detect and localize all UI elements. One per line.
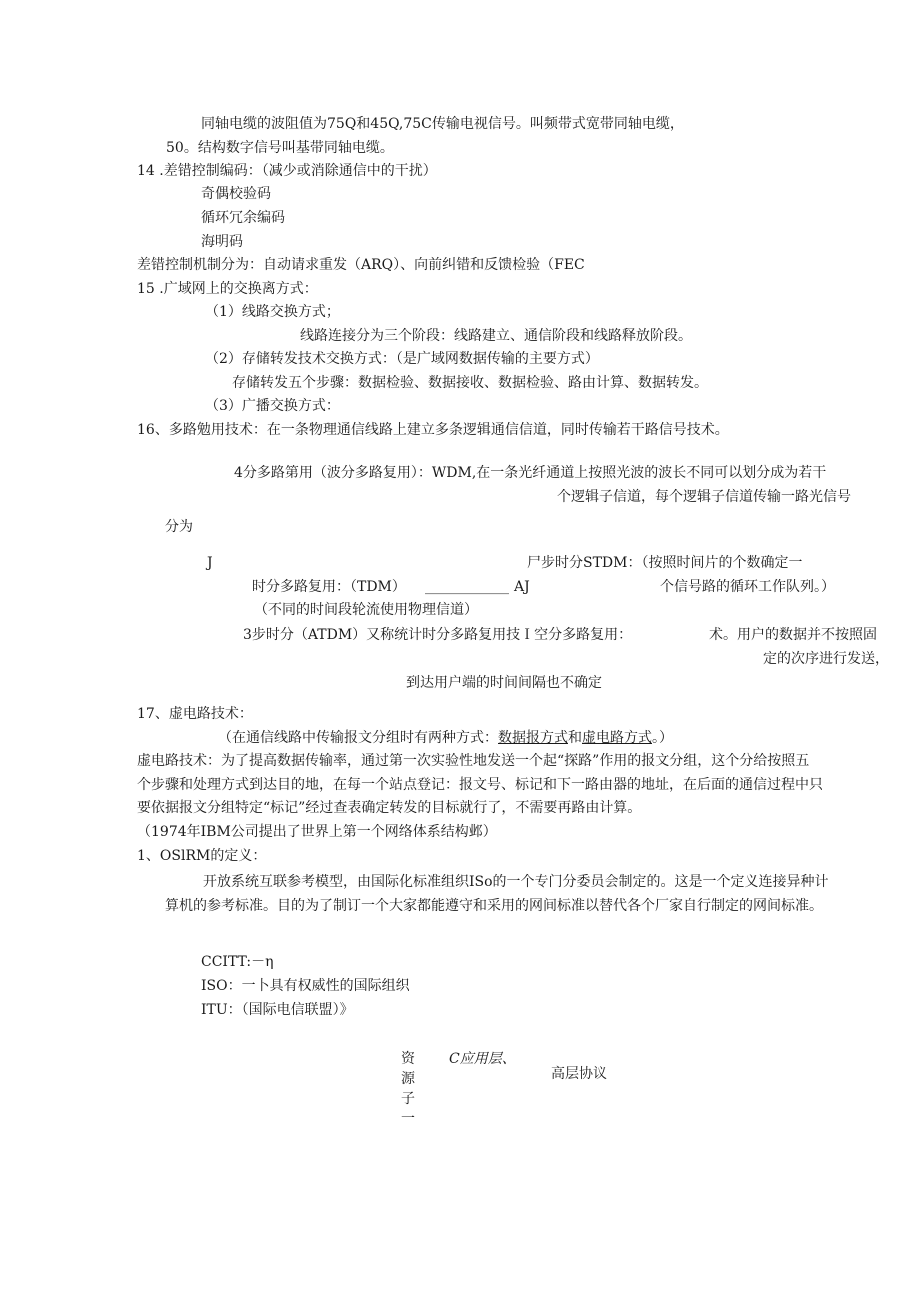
conjunction: 和: [568, 730, 582, 746]
store-forward-switching: （2）存储转发技术交换方式：（是广域网数据传输的主要方式）: [205, 351, 599, 367]
virtual-circuit-para-3: 要依据报文分组特定“标记”经过查表确定转发的目标就行了，不需要再路由计算。: [137, 800, 642, 816]
virtual-circuit-para-1: 虚电路技术：为了提高数据传输率，通过第一次实验性地发送一个起“探路”作用的报文分组，这个分给按照五: [137, 753, 810, 769]
circuit-switching: （1）线路交换方式；: [205, 304, 340, 320]
osi-definition-2: 算机的参考标准。目的为了制订一个大家都能遵守和采用的网间标准以替代各个厂家自行制定的网间标准。: [165, 898, 823, 914]
high-level-protocol: 高层协议: [551, 1066, 607, 1082]
section-14-heading: 14 .差错控制编码：（减少或消除通信中的干扰）: [137, 163, 437, 179]
stdm-line-1: 尸步时分STDM：（按照时间片的个数确定一: [527, 555, 803, 571]
resource-char: 资: [401, 1051, 415, 1067]
datagram-term: 数据报方式: [498, 730, 568, 746]
virtual-circuit-para-2: 个步骤和处理方式到达目的地，在每一个站点登记：报文号、标记和下一路由器的地址，在后面的通信过程中只: [137, 777, 823, 793]
resource-char: 源: [401, 1071, 415, 1087]
coax-line-2: 50。结构数字信号叫基带同轴电缆。: [166, 140, 394, 156]
atdm-line-3: 到达用户端的时间间隔也不确定: [406, 675, 602, 691]
atdm-line-2: 定的次序进行发送，: [763, 651, 889, 667]
transmission-modes-suffix: 。）: [652, 730, 673, 746]
error-control-mechanism: 差错控制机制分为：自动请求重发（ARQ）、向前纠错和反馈检验（FEC: [137, 257, 585, 273]
resource-subnet-label: [398, 1049, 418, 1129]
list-item: 奇偶校验码: [201, 186, 271, 202]
osi-heading: 1、OSlRM的定义：: [137, 848, 267, 864]
tdm-aj: AJ: [514, 579, 530, 595]
coax-line-1: 同轴电缆的波阻值为75Q和45Q,75C传输电视信号。叫频带式宽带同轴电缆，: [201, 116, 684, 132]
tdm-label: 时分多路复用：（TDM）: [252, 579, 406, 595]
iso-entry: ISO：一卜具有权威性的国际组织: [201, 978, 410, 994]
resource-char: 一: [401, 1111, 415, 1127]
list-item: 循环冗余编码: [201, 210, 285, 226]
stdm-line-2: 个信号路的循环工作队列。）: [660, 579, 835, 595]
section-17-heading: 17、虚电路技术：: [137, 706, 253, 722]
section-16-heading: 16、多路勉用技术：在一条物理通信线路上建立多条逻辑通信信道，同时传输若干路信号技术。: [137, 422, 729, 438]
store-forward-detail: 存储转发五个步骤：数据检验、数据接收、数据检验、路由计算、数据转发。: [232, 375, 708, 391]
tdm-note: （不同的时间段轮流使用物理信道）: [254, 602, 478, 618]
tdm-blank: ____________: [425, 579, 509, 595]
atdm-line-1-tail: 术。用户的数据并不按照固: [709, 627, 877, 643]
itu-entry: ITU：（国际电信联盟）》: [201, 1002, 354, 1018]
application-layer: C应用层、: [449, 1051, 516, 1067]
ibm-note: （1974年IBM公司提出了世界上第一个网络体系结构邺）: [137, 824, 497, 840]
list-item: 海明码: [201, 234, 243, 250]
bracket-mark: J: [207, 555, 213, 571]
wdm-line-2: 个逻辑子信道，每个逻辑子信道传输一路光信号: [557, 489, 851, 505]
atdm-line-1: 3步时分（ATDM）又称统计时分多路复用技Ｉ空分多路复用：: [243, 627, 633, 643]
split-label: 分为: [165, 519, 193, 535]
transmission-modes: [218, 728, 673, 748]
virtual-circuit-term: 虚电路方式: [582, 730, 652, 746]
wdm-line-1: 4分多路第用（波分多路复用）：WDM,在一条光纤通道上按照光波的波长不同可以划分成为若干: [234, 465, 827, 481]
ccitt-entry: CCITT:－η: [201, 954, 274, 970]
resource-char: 子: [401, 1091, 415, 1107]
circuit-switching-detail: 线路连接分为三个阶段：线路建立、通信阶段和线路释放阶段。: [300, 328, 692, 344]
transmission-modes-prefix: （在通信线路中传输报文分组时有两种方式：: [218, 730, 498, 746]
broadcast-switching: （3）广播交换方式：: [205, 398, 340, 414]
osi-definition-1: 开放系统互联参考模型，由国际化标准组织ISo的一个专门分委员会制定的。这是一个定义连接异种计: [203, 874, 829, 890]
section-15-heading: 15 .广域网上的交换离方式：: [137, 281, 318, 297]
